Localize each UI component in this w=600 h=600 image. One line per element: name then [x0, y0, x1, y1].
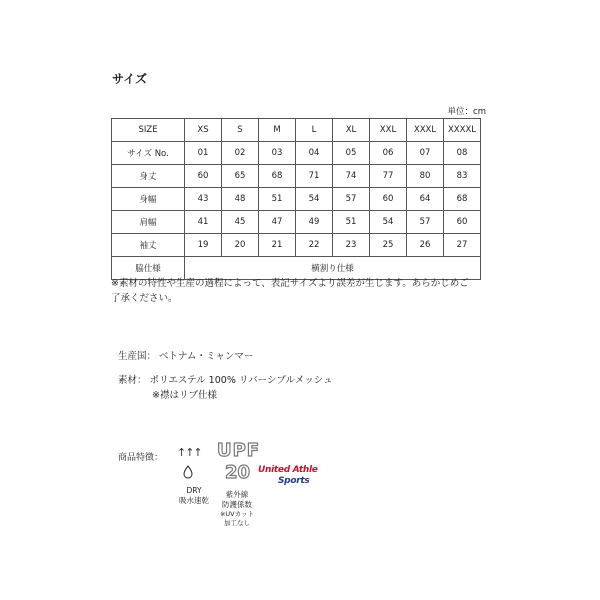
table-cell: 68 [444, 188, 481, 211]
upf-value: 20 [225, 462, 251, 483]
table-cell: SIZE [112, 119, 185, 142]
table-row [112, 119, 481, 142]
table-cell: 身丈 [112, 165, 185, 188]
table-row [112, 142, 481, 165]
table-cell: 83 [444, 165, 481, 188]
table-cell: 04 [296, 142, 333, 165]
table-cell: 54 [296, 188, 333, 211]
table-cell: 68 [259, 165, 296, 188]
table-cell: 08 [444, 142, 481, 165]
origin-line: 生産国： ベトナム・ミャンマー [118, 351, 254, 362]
table-cell: 74 [333, 165, 370, 188]
table-cell: L [296, 119, 333, 142]
table-cell: 20 [222, 234, 259, 257]
table-cell: 05 [333, 142, 370, 165]
table-cell: 60 [185, 165, 222, 188]
table-row [112, 211, 481, 234]
table-cell: 80 [407, 165, 444, 188]
table-cell: 45 [222, 211, 259, 234]
features-label: 商品特徴： [118, 453, 164, 463]
table-cell: 19 [185, 234, 222, 257]
uv-label [214, 490, 260, 510]
dry-label [176, 486, 212, 506]
table-cell: 60 [370, 188, 407, 211]
table-cell: 21 [259, 234, 296, 257]
disclaimer-note: ※素材の特性や生産の過程によって、表記サイズより誤差が生じます。あらかじめご了承ください。 [111, 278, 469, 304]
table-cell: XL [333, 119, 370, 142]
brand-logo-line1: United Athle [258, 465, 318, 475]
table-cell: 54 [370, 211, 407, 234]
table-cell: 03 [259, 142, 296, 165]
table-cell: 27 [444, 234, 481, 257]
table-cell: 71 [296, 165, 333, 188]
table-cell: 25 [370, 234, 407, 257]
material-note: ※襟はリブ仕様 [152, 390, 217, 401]
unit-label: 単位：cm [447, 107, 486, 117]
dry-arrows-icon: ↑↑↑ [177, 446, 202, 459]
table-cell: 02 [222, 142, 259, 165]
table-cell: 47 [259, 211, 296, 234]
upf-icon: UPF [217, 440, 261, 461]
table-row [112, 234, 481, 257]
table-cell: 07 [407, 142, 444, 165]
table-cell: 26 [407, 234, 444, 257]
dry-label-jp: 吸水速乾 [179, 496, 209, 505]
material-line: 素材： ポリエステル 100% リバーシブルメッシュ [118, 375, 333, 386]
table-cell: 51 [259, 188, 296, 211]
table-cell: 77 [370, 165, 407, 188]
uv-sub-2: 加工なし [224, 519, 250, 527]
uv-label-2: 防護係数 [222, 500, 252, 509]
uv-sub-label [214, 510, 260, 528]
side-value-cell: 横割り仕様 [185, 257, 481, 280]
table-cell: XXL [370, 119, 407, 142]
table-cell: S [222, 119, 259, 142]
table-cell: 身幅 [112, 188, 185, 211]
table-cell: 肩幅 [112, 211, 185, 234]
table-cell: XXXXL [444, 119, 481, 142]
page-title: サイズ [112, 72, 148, 86]
table-cell: 43 [185, 188, 222, 211]
uv-sub-1: ※UVカット [219, 510, 255, 518]
size-table [111, 118, 481, 280]
table-cell: 23 [333, 234, 370, 257]
table-cell: M [259, 119, 296, 142]
table-cell: 41 [185, 211, 222, 234]
table-cell: 01 [185, 142, 222, 165]
table-cell: 64 [407, 188, 444, 211]
table-cell: 57 [407, 211, 444, 234]
table-cell: XXXL [407, 119, 444, 142]
table-cell: 48 [222, 188, 259, 211]
table-cell: XS [185, 119, 222, 142]
table-cell: 06 [370, 142, 407, 165]
table-cell: 49 [296, 211, 333, 234]
table-row [112, 165, 481, 188]
table-cell: 60 [444, 211, 481, 234]
table-row [112, 188, 481, 211]
table-cell: 22 [296, 234, 333, 257]
table-cell: 65 [222, 165, 259, 188]
side-label-cell: 脇仕様 [112, 257, 185, 280]
uv-label-1: 紫外線 [225, 490, 249, 499]
table-cell: 51 [333, 211, 370, 234]
brand-logo-line2: Sports [278, 476, 310, 486]
water-drop-icon [183, 465, 193, 479]
table-cell: 袖丈 [112, 234, 185, 257]
dry-label-en: DRY [186, 486, 202, 495]
table-cell: サイズ No. [112, 142, 185, 165]
table-cell: 57 [333, 188, 370, 211]
